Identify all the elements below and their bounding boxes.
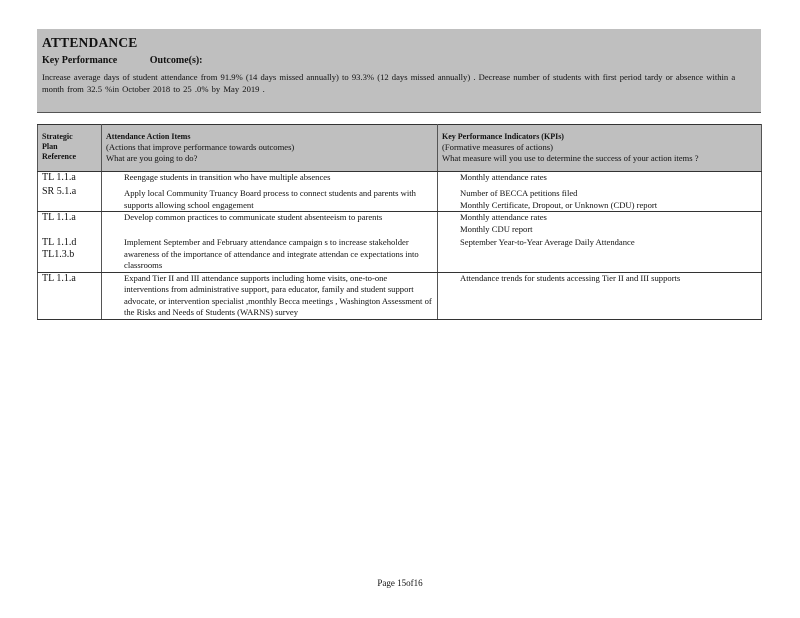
plan-reference: TL 1.1.a	[38, 212, 102, 236]
bullet-icon	[442, 237, 460, 249]
bullet-icon	[442, 224, 460, 236]
bullet-icon	[442, 188, 460, 200]
kpi-cell: Monthly attendance rates	[438, 172, 762, 185]
page-number: Page 15of16	[377, 578, 423, 588]
plan-reference: TL 1.1.d TL1.3.b	[38, 235, 102, 272]
bullet-icon	[106, 237, 124, 272]
header-action-items: Attendance Action Items (Actions that improve performance towards outcomes) What are you going to do?	[102, 125, 438, 172]
bullet-icon	[106, 212, 124, 224]
table-row	[38, 184, 762, 212]
bullet-icon	[106, 188, 124, 211]
action-item: Apply local Community Truancy Board process to connect students and parents with supports allowing school engagement	[102, 184, 438, 212]
header-strategic-plan-reference: Strategic Plan Reference	[38, 125, 102, 172]
kpi-cell: September Year-to-Year Average Daily Attendance	[438, 235, 762, 272]
bullet-icon	[442, 172, 460, 184]
plan-reference: TL 1.1.a	[38, 272, 102, 319]
key-performance-label: Key Performance	[42, 55, 118, 66]
action-plan-table	[37, 124, 762, 320]
table-row	[38, 172, 762, 185]
bullet-icon	[442, 212, 460, 224]
action-item: Reengage students in transition who have multiple absences	[102, 172, 438, 185]
table-row	[38, 235, 762, 272]
section-title: ATTENDANCE	[42, 35, 138, 50]
bullet-icon	[106, 273, 124, 319]
bullet-icon	[442, 200, 460, 212]
header-kpis: Key Performance Indicators (KPIs) (Formative measures of actions) What measure will you use to determine the success of your action items ?	[438, 125, 762, 172]
kpi-cell: Attendance trends for students accessing Tier II and III supports	[438, 272, 762, 319]
kpi-cell: Monthly attendance rates Monthly CDU report	[438, 212, 762, 236]
table-row	[38, 272, 762, 319]
action-item: Develop common practices to communicate student absenteeism to parents	[102, 212, 438, 236]
bullet-icon	[106, 172, 124, 184]
key-performance-outcomes-heading	[42, 55, 756, 67]
table-row	[38, 212, 762, 236]
table-header-row	[38, 125, 762, 172]
plan-reference: TL 1.1.a	[38, 172, 102, 185]
outcomes-label: Outcome(s):	[149, 55, 203, 66]
outcome-text: Increase average days of student attendance from 91.9% (14 days missed annually) to 93.3% (12 days missed annually) . Decrease number of students with first period tardy or absence within a month from 32.5 %in October 2018 to 25 .0% by May 2019 .	[42, 72, 736, 94]
action-item: Implement September and February attendance campaign s to increase stakeholder awareness of the importance of attendance and integrate attendan ce expectations into classrooms	[102, 235, 438, 272]
header-divider	[37, 112, 761, 113]
action-item: Expand Tier II and III attendance supports including home visits, one-to-one interventions from administrative support, para educator, family and student support advocate, or intervention specialist ,monthly Becca meetings , Washington Assessment of the Risks and Needs of Students (WARNS) survey	[102, 272, 438, 319]
kpi-cell: Number of BECCA petitions filed Monthly Certificate, Dropout, or Unknown (CDU) report	[438, 184, 762, 212]
section-header	[37, 29, 761, 112]
plan-reference: SR 5.1.a	[38, 184, 102, 212]
bullet-icon	[442, 273, 460, 285]
